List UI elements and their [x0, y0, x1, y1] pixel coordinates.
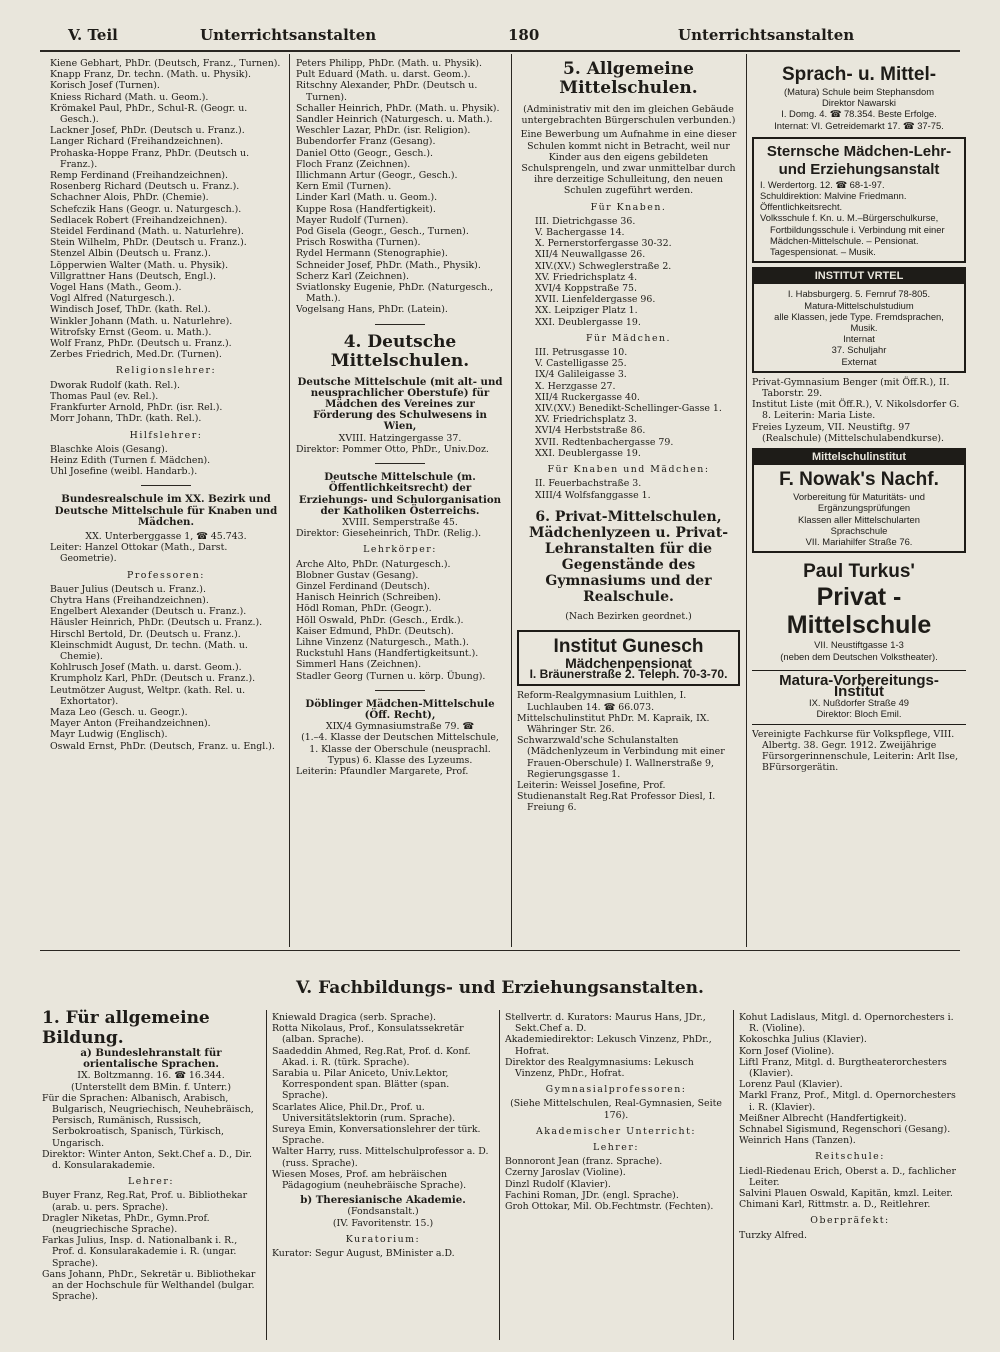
ad-sternsche-anstalt: [752, 137, 966, 263]
list-item: Ritschny Alexander, PhDr. (Deutsch u. Turnen).: [296, 80, 478, 103]
list-item: Turzky Alfred.: [739, 1229, 807, 1241]
separator: [375, 463, 425, 464]
section-note: (Siehe Mittelschulen, Real-Gymnasien, Seite 176).: [510, 1098, 722, 1121]
list-item: Windisch Josef, ThDr. (kath. Rel.).: [50, 304, 211, 316]
list-item: Vogl Alfred (Naturgesch.).: [50, 293, 175, 305]
teacher-list: [505, 1156, 727, 1212]
teacher-list: [42, 1190, 260, 1302]
school-address: XVIII. Semperstraße 45.: [342, 516, 458, 528]
list-item: Kleinschmidt August, Dr. techn. (Math. u. Chemie).: [50, 639, 248, 662]
list-item: XV. Friedrichsplatz 4.: [535, 271, 638, 283]
list-item: Reform-Realgymnasium Luithlen, I. Luchlauben 14. ☎ 66.073.: [517, 690, 687, 713]
list-item: Sviatlonsky Eugenie, PhDr. (Naturgesch., Math.).: [296, 282, 494, 305]
list-item: Salvini Plauen Oswald, Kapitän, kmzl. Leiter.: [739, 1188, 953, 1200]
list-item: Knapp Franz, Dr. techn. (Math. u. Physik).: [50, 69, 252, 81]
religion-list: [50, 380, 282, 425]
list-item: V. Castelligasse 25.: [535, 358, 627, 370]
school-text: Für die Sprachen: Albanisch, Arabisch, Bulgarisch, Neugriechisch, Neuhebräisch, Persisch, Rumänisch, Russisch, Serbokroatisch, Spanisch, Türkisch, Ungarisch.: [42, 1092, 254, 1149]
list-item: Akademiedirektor: Lekusch Vinzenz, PhDr., Hofrat.: [505, 1034, 712, 1057]
list-item: Remp Ferdinand (Freihandzeichnen).: [50, 170, 229, 182]
page-number: 180: [508, 26, 540, 44]
section-rule: [40, 950, 960, 951]
list-item: Kiene Gebhart, PhDr. (Deutsch, Franz., Turnen).: [50, 58, 281, 69]
list-item: Schnabel Sigismund, Regenschori (Gesang).: [739, 1124, 951, 1136]
list-item: Stellvertr. d. Kurators: Maurus Hans, JDr., Sekt.Chef a. D.: [505, 1012, 706, 1035]
ad-title: Paul Turkus': [803, 561, 915, 583]
school-note: (Fondsanstalt.): [347, 1206, 419, 1218]
school-leiter: Leiterin: Pfaundler Margarete, Prof.: [296, 765, 469, 777]
list-item: Korn Josef (Violine).: [739, 1045, 835, 1057]
list-item: Häusler Heinrich, PhDr. (Deutsch u. Franz.).: [50, 617, 263, 629]
list-item: Rosenberg Richard (Deutsch u. Franz.).: [50, 181, 240, 193]
list-item: Vereinigte Fachkurse für Volkspflege, VIII. Albertg. 38. Gegr. 1912. Zweijährige Fürsorgerinnenschule, Leiterin: Arlt Ilse, BFürsorgerätin.: [752, 728, 959, 774]
list-item: Peters Philipp, PhDr. (Math. u. Physik).: [296, 58, 482, 69]
list-item: Kern Emil (Turnen).: [296, 181, 392, 193]
list-item: Vorbereitung für Maturitäts- und Ergänzungsprüfungen: [793, 491, 925, 514]
staff-list: [505, 1012, 727, 1079]
list-item: Kaiser Edmund, PhDr. (Deutsch).: [296, 625, 454, 637]
list-item: Saadeddin Ahmed, Reg.Rat, Prof. d. Konf. Akad. i. R. (türk. Sprache).: [272, 1045, 471, 1068]
list-item: XII/4 Neuwallgasse 26.: [535, 249, 646, 261]
column-divider: [511, 54, 512, 947]
ad-address: I. Bräunerstraße 2. Teleph. 70-3-70.: [529, 667, 728, 682]
list-item: (neben dem Deutschen Volkstheater).: [780, 650, 938, 662]
list-item: Ruckstuhl Hans (Handfertigkeitsunt.).: [296, 648, 479, 660]
bottom-column-2: [272, 1012, 494, 1344]
header-rule: [40, 50, 960, 52]
ad-head: INSTITUT VRTEL: [754, 269, 964, 284]
column-divider: [746, 54, 747, 947]
column-divider: [733, 1010, 734, 1340]
list-item: Markl Franz, Prof., Mitgl. d. Opernorchesters i. R. (Klavier).: [739, 1090, 956, 1113]
list-item: Engelbert Alexander (Deutsch u. Franz.).: [50, 606, 247, 618]
list-item: XVI/4 Herbststraße 86.: [535, 425, 646, 437]
ad-title: Institut Gunesch: [553, 635, 704, 657]
ad-title: F. Nowak's Nachf.: [779, 469, 939, 491]
list-item: Externat: [841, 355, 877, 367]
section-label: Reitschule:: [815, 1151, 885, 1163]
teacher-list: [739, 1012, 961, 1146]
list-item: Prohaska-Hoppe Franz, PhDr. (Deutsch u. Franz.).: [50, 147, 250, 170]
list-item: Wolf Franz, PhDr. (Deutsch u. Franz.).: [50, 338, 232, 350]
list-item: Meißner Albrecht (Handfertigkeit).: [739, 1112, 907, 1124]
institute-list: [752, 729, 966, 774]
list-item: Maza Leo (Gesch. u. Geogr.).: [50, 706, 188, 718]
list-item: XV. Friedrichsplatz 3.: [535, 414, 638, 426]
bottom-column-1: [42, 1008, 260, 1344]
list-item: Winkler Johann (Math. u. Naturlehre).: [50, 315, 233, 327]
staff-list: [296, 559, 504, 682]
list-item: Internat: [843, 333, 875, 345]
section-label: Für Knaben.: [590, 201, 667, 213]
list-item: I. Domg. 4. ☎ 78.354. Beste Erfolge.: [781, 108, 937, 120]
ad-lines: [760, 179, 958, 257]
list-item: Hödl Roman, PhDr. (Geogr.).: [296, 603, 432, 615]
column-4: [752, 58, 966, 948]
list-item: Direktor des Realgymnasiums: Lekusch Vinzenz, PhDr., Hofrat.: [505, 1056, 694, 1080]
list-item: XIV.(XV.) Schweglerstraße 2.: [535, 260, 672, 272]
list-item: Bauer Julius (Deutsch u. Franz.).: [50, 583, 206, 595]
list-item: Mayer Rudolf (Turnen).: [296, 214, 409, 226]
section-label: Professoren:: [127, 569, 205, 581]
section-label: Lehrkörper:: [363, 544, 437, 556]
list-item: Lihne Vinzenz (Naturgesch., Math.).: [296, 636, 469, 648]
list-item: Kniewald Dragica (serb. Sprache).: [272, 1012, 437, 1023]
page-header: [40, 18, 960, 48]
list-item: Chimani Karl, Rittmstr. a. D., Reitlehrer.: [739, 1199, 931, 1211]
column-2: [296, 58, 504, 948]
list-item: Weschler Lazar, PhDr. (isr. Religion).: [296, 125, 471, 137]
list-item: Heinz Edith (Turnen f. Mädchen).: [50, 454, 211, 466]
school-title: Döblinger Mädchen-Mittelschule (Öff. Recht),: [305, 697, 495, 721]
school-address: IX. Boltzmanng. 16. ☎ 16.344.: [77, 1070, 225, 1082]
school-title: a) Bundeslehranstalt für orientalische Sprachen.: [80, 1047, 222, 1071]
section-label: Akademischer Unterricht:: [535, 1125, 697, 1137]
institute-list: [752, 377, 966, 444]
bottom-column-3: [505, 1012, 727, 1344]
list-item: Privat-Gymnasium Benger (mit Öff.R.), II. Taborstr. 29.: [752, 376, 950, 400]
school-title: Deutsche Mittelschule (m. Öffentlichkeitsrecht) der Erziehungs- und Schulorganisation der Katholiken Österreichs.: [298, 471, 502, 517]
school-address: XVIII. Hatzingergasse 37.: [338, 432, 462, 444]
list-item: Rydel Hermann (Stenographie).: [296, 248, 448, 260]
list-item: Höll Oswald, PhDr. (Gesch., Erdk.).: [296, 614, 464, 626]
list-item: X. Pernerstorfergasse 30-32.: [535, 238, 672, 250]
list-item: Dragler Niketas, PhDr., Gymn.Prof. (neugriechische Sprache).: [42, 1212, 210, 1236]
section-label: Für Mädchen.: [585, 332, 672, 344]
school-director: Direktor: Winter Anton, Sekt.Chef a. D., Dir. d. Konsularakademie.: [42, 1148, 252, 1172]
ad-title: Privat - Mittelschule: [786, 583, 932, 640]
section-label: Lehrer:: [593, 1142, 639, 1154]
list-item: Volksschule f. Kn. u. M.–Bürgerschulkurse, Fortbildungsschule i. Verbindung mit einer Mädchen-Mittelschule. – Pensionat. Tagespensionat. – Musik.: [760, 212, 945, 258]
column-divider: [499, 1010, 500, 1340]
school-address: (IV. Favoritenstr. 15.): [332, 1217, 434, 1229]
list-item: XXI. Deublergasse 19.: [535, 316, 641, 328]
section-label: Religionslehrer:: [115, 365, 217, 377]
column-divider: [266, 1010, 267, 1340]
list-item: Steidel Ferdinand (Math. u. Naturlehre).: [50, 226, 244, 238]
list-item: Schefczik Hans (Geogr. u. Naturgesch.).: [50, 203, 242, 215]
list-item: Direktor Nawarski: [822, 97, 896, 109]
list-item: Mayer Anton (Freihandzeichnen).: [50, 718, 211, 730]
list-item: Walter Harry, russ. Mittelschulprofessor a. D. (russ. Sprache).: [272, 1146, 489, 1169]
section-label: Hilfslehrer:: [129, 429, 203, 441]
list-item: Chytra Hans (Freihandzeichnen).: [50, 594, 209, 606]
list-item: Arche Alto, PhDr. (Naturgesch.).: [296, 558, 451, 570]
list-item: Witrofsky Ernst (Geom. u. Math.).: [50, 326, 212, 338]
list-item: Fachini Roman, JDr. (engl. Sprache).: [505, 1189, 679, 1201]
list-item: Blobner Gustav (Gesang).: [296, 569, 419, 581]
helper-list: [50, 444, 282, 478]
subsection-title: 1. Für allgemeine Bildung.: [42, 1008, 210, 1048]
list-item: Sprachschule: [830, 524, 888, 536]
kurator: Kurator: Segur August, BMinister a.D.: [272, 1248, 455, 1260]
school-address: XX. Unterberggasse 1, ☎ 45.743.: [85, 530, 247, 542]
list-item: Schneider Josef, PhDr. (Math., Physik).: [296, 259, 481, 271]
list-item: Farkas Julius, Insp. d. Nationalbank i. R., Prof. d. Konsularakademie i. R. (ungar. Sprache).: [42, 1235, 238, 1269]
section-label: Oberpräfekt:: [810, 1215, 890, 1227]
section-note: (Nach Bezirken geordnet.): [565, 610, 692, 622]
list-item: Langer Richard (Freihandzeichnen).: [50, 136, 224, 148]
list-item: Mittelschulinstitut PhDr. M. Kapraik, IX. Währinger Str. 26.: [517, 712, 710, 735]
list-item: Sureya Emin, Konversationslehrer der türk. Sprache.: [272, 1124, 481, 1147]
list-item: VII. Mariahilfer Straße 76.: [805, 536, 913, 548]
column-1: [50, 58, 282, 948]
list-item: Krömakel Paul, PhDr., Schul-R. (Geogr. u. Gesch.).: [50, 102, 248, 126]
list-item: V. Bachergasse 14.: [535, 227, 625, 239]
list-item: Ginzel Ferdinand (Deutsch).: [296, 580, 430, 592]
list-item: Gans Johann, PhDr., Sekretär u. Bibliothekar an der Hochschule für Welthandel (bulgar. Sprache).: [42, 1268, 256, 1303]
ad-lines: [758, 697, 960, 719]
ad-sprachschule: [752, 62, 966, 133]
list-item: Studienanstalt Reg.Rat Professor Diesl, I. Freiung 6.: [517, 791, 716, 814]
list-item: Vogel Hans (Math., Geom.).: [50, 282, 182, 294]
list-item: Leutmötzer August, Weltpr. (kath. Rel. u. Exhortator).: [50, 684, 246, 707]
list-item: Liedl-Riedenau Erich, Oberst a. D., fachlicher Leiter.: [739, 1165, 956, 1188]
part-label: V. Teil: [68, 26, 118, 44]
boys-schools-list: [517, 216, 740, 328]
list-item: Matura-Mittelschulstudium: [804, 299, 914, 311]
list-item: Rotta Nikolaus, Prof., Konsulatssekretär (alban. Sprache).: [272, 1023, 464, 1046]
list-item: Kuppe Rosa (Handfertigkeit).: [296, 203, 436, 215]
list-item: I. Werdertorg. 12. ☎ 68-1-97.: [760, 178, 885, 190]
girls-schools-list: [517, 347, 740, 459]
school-director: Direktor: Gieseheinrich, ThDr. (Relig.).: [296, 528, 482, 540]
school-note: (1.–4. Klasse der Deutschen Mittelschule, 1. Klasse der Oberschule (neusprachl. Typus) 6. Klasse des Lyzeums.: [301, 732, 499, 766]
list-item: Stadler Georg (Turnen u. körp. Übung).: [296, 670, 486, 682]
list-item: XXI. Deublergasse 19.: [535, 447, 641, 459]
list-item: Groh Ottokar, Mil. Ob.Fechtmstr. (Fechten).: [505, 1201, 714, 1213]
bottom-column-4: [739, 1012, 961, 1344]
list-item: Thomas Paul (ev. Rel.).: [50, 390, 159, 402]
list-item: Sandler Heinrich (Naturgesch. u. Math.).: [296, 114, 493, 126]
list-item: Schuldirektion: Malvine Friedmann.: [760, 190, 907, 202]
list-item: Lackner Josef, PhDr. (Deutsch u. Franz.).: [50, 125, 245, 137]
list-item: III. Petrusgasse 10.: [535, 347, 628, 359]
list-item: Buyer Franz, Reg.Rat, Prof. u. Bibliothekar (arab. u. pers. Sprache).: [42, 1190, 248, 1213]
list-item: Villgrattner Hans (Deutsch, Engl.).: [50, 270, 216, 282]
section-label: Lehrer:: [128, 1176, 174, 1188]
list-item: Simmerl Hans (Zeichnen).: [296, 659, 422, 671]
list-item: Kohlrusch Josef (Math. u. darst. Geom.).: [50, 662, 242, 674]
separator: [375, 690, 425, 691]
list-item: alle Klassen, jede Type. Fremdsprachen, Musik.: [774, 310, 944, 334]
ad-title: Sternsche Mädchen-Lehr- und Erziehungsanstalt: [766, 142, 952, 178]
list-item: Dworak Rudolf (kath. Rel.).: [50, 379, 181, 391]
list-item: 37. Schuljahr: [831, 344, 887, 356]
section-title: 4. Deutsche Mittelschulen.: [330, 331, 470, 371]
list-item: III. Dietrichgasse 36.: [535, 215, 636, 227]
list-item: Sedlacek Robert (Freihandzeichnen).: [50, 214, 228, 226]
list-item: Liftl Franz, Mitgl. d. Burgtheaterorchesters (Klavier).: [739, 1056, 947, 1080]
separator: [375, 324, 425, 325]
section-label: Für Knaben und Mädchen:: [547, 464, 710, 476]
list-item: Schachner Alois, PhDr. (Chemie).: [50, 192, 209, 204]
ad-lines: [752, 86, 966, 131]
list-item: Linder Karl (Math. u. Geom.).: [296, 192, 438, 204]
section-text: Eine Bewerbung um Aufnahme in eine dieser Schulen kommt nicht in Betracht, weil nur Kinder aus den eigens gebildeten Schulsprengeln, und zwar unmittelbar durch ihre derzeitige Schulleitung, den neuen Schulen zugeführt werden.: [520, 129, 737, 197]
list-item: Löpperwien Walter (Math. u. Physik).: [50, 259, 229, 271]
separator: [141, 485, 191, 486]
list-item: Kniess Richard (Math. u. Geom.).: [50, 91, 209, 103]
list-item: Zerbes Friedrich, Med.Dr. (Turnen).: [50, 349, 222, 361]
list-item: Mayr Ludwig (Englisch).: [50, 729, 168, 741]
list-item: Institut Liste (mit Öff.R.), V. Nikolsdorfer G. 8. Leiterin: Maria Liste.: [752, 399, 960, 422]
school-title: Bundesrealschule im XX. Bezirk und Deutsche Mittelschule für Knaben und Mädchen.: [54, 493, 278, 528]
list-item: Pult Eduard (Math. u. darst. Geom.).: [296, 69, 471, 81]
list-item: II. Feuerbachstraße 3.: [535, 478, 642, 490]
school-title: b) Theresianische Akademie.: [300, 1194, 466, 1207]
list-item: Morr Johann, ThDr. (kath. Rel.).: [50, 413, 202, 425]
ad-institut-vrtel: [752, 267, 966, 373]
column-3: [517, 58, 740, 948]
institute-list: [517, 690, 740, 813]
list-item: (Matura) Schule beim Stephansdom: [783, 86, 935, 97]
ad-title: Sprach- u. Mittel-: [781, 64, 937, 85]
list-item: Sarabia u. Pilar Aniceto, Univ.Lektor, Korrespondent span. Blätter (span. Sprache).: [272, 1068, 450, 1102]
list-item: Frankfurter Arnold, PhDr. (isr. Rel.).: [50, 402, 223, 414]
list-item: IX. Nußdorfer Straße 49: [808, 697, 910, 709]
list-item: Leiterin: Weissel Josefine, Prof.: [517, 779, 666, 791]
ad-lines: [760, 491, 958, 547]
header-right-title: Unterrichtsanstalten: [678, 26, 855, 44]
list-item: Czerny Jaroslav (Violine).: [505, 1167, 626, 1179]
list-item: Oswald Ernst, PhDr. (Deutsch, Franz. u. Engl.).: [50, 740, 275, 752]
school-note: (Unterstellt dem BMin. f. Unterr.): [70, 1081, 232, 1093]
ad-institut-gunesch: [517, 630, 740, 686]
list-item: VII. Neustiftgasse 1-3: [814, 639, 904, 651]
section-title: 6. Privat-Mittelschulen, Mädchenlyzeen u. Privat-Lehranstalten für die Gegenstände des Gymnasiums und der Realschule.: [528, 508, 729, 605]
list-item: Stein Wilhelm, PhDr. (Deutsch u. Franz.).: [50, 237, 247, 249]
section-title: V. Fachbildungs- und Erziehungsanstalten.: [296, 978, 704, 998]
ad-head: Mittelschulinstitut: [754, 450, 964, 465]
ad-title: Matura-Vorbereitungs-Institut: [779, 671, 939, 700]
list-item: Illichmann Artur (Geogr., Gesch.).: [296, 170, 458, 182]
school-leiter: Leiter: Hanzel Ottokar (Math., Darst. Geometrie).: [50, 542, 228, 565]
list-item: Stenzel Albin (Deutsch u. Franz.).: [50, 248, 211, 260]
list-item: IX/4 Galileigasse 3.: [535, 369, 627, 381]
section-title: 5. Allgemeine Mittelschulen.: [559, 59, 698, 98]
ad-nowak: [752, 448, 966, 553]
list-item: Scherz Karl (Zeichnen).: [296, 270, 409, 282]
list-item: Schaller Heinrich, PhDr. (Math. u. Physik).: [296, 102, 500, 114]
list-item: Dinzl Rudolf (Klavier).: [505, 1178, 611, 1190]
list-item: Krumpholz Karl, PhDr. (Deutsch u. Franz.).: [50, 673, 256, 685]
list-item: Scarlates Alice, Phil.Dr., Prof. u. Universitätslektorin (rum. Sprache).: [272, 1101, 456, 1124]
list-item: XIV.(XV.) Benedikt-Schellinger-Gasse 1.: [535, 403, 722, 415]
list-item: XII/4 Ruckergasse 40.: [535, 391, 640, 403]
teacher-list: [50, 58, 282, 360]
list-item: X. Herzgasse 27.: [535, 380, 616, 392]
ad-turkus: [752, 557, 966, 665]
school-director: Direktor: Pommer Otto, PhDr., Univ.Doz.: [296, 443, 489, 455]
section-note: (Administrativ mit den im gleichen Gebäude untergebrachten Bürgerschulen verbunden.): [521, 104, 736, 127]
list-item: XVI/4 Koppstraße 75.: [535, 283, 637, 295]
ad-matura-institut: [752, 670, 966, 725]
riding-list: [739, 1166, 961, 1211]
list-item: Floch Franz (Zeichnen).: [296, 158, 411, 170]
section-label: Kuratorium:: [345, 1233, 421, 1245]
list-item: Kohut Ladislaus, Mitgl. d. Opernorchesters i. R. (Violine).: [739, 1012, 954, 1035]
teacher-list: [296, 58, 504, 316]
school-address: XIX/4 Gymnasiumstraße 79. ☎: [325, 721, 475, 733]
list-item: Freies Lyzeum, VII. Neustiftg. 97 (Realschule) (Mittelschulabendkurse).: [752, 421, 945, 444]
list-item: Bonnoront Jean (franz. Sprache).: [505, 1156, 663, 1168]
list-item: Wiesen Moses, Prof. am hebräischen Pädagogium (neuhebräische Sprache).: [272, 1168, 467, 1192]
professor-list: [50, 584, 282, 752]
list-item: Uhl Josefine (weibl. Handarb.).: [50, 466, 198, 478]
list-item: Öffentlichkeitsrecht.: [760, 201, 843, 213]
list-item: Prisch Roswitha (Turnen).: [296, 237, 421, 249]
list-item: Kokoschka Julius (Klavier).: [739, 1034, 867, 1046]
list-item: Blaschke Alois (Gesang).: [50, 443, 168, 455]
list-item: Schwarzwald'sche Schulanstalten (Mädchenlyzeum in Verbindung mit einer Frauen-Oberschule) I. Wallnerstraße 9, Regierungsgasse 1.: [517, 735, 725, 780]
list-item: Klassen aller Mittelschularten: [798, 513, 920, 525]
ad-subtitle: Mädchenpensionat: [565, 654, 692, 671]
list-item: Hirschl Bertold, Dr. (Deutsch u. Franz.).: [50, 628, 241, 640]
teacher-list: [272, 1012, 494, 1191]
list-item: Bubendorfer Franz (Gesang).: [296, 136, 436, 148]
mixed-schools-list: [517, 478, 740, 500]
list-item: Weinrich Hans (Tanzen).: [739, 1135, 856, 1147]
list-item: Daniel Otto (Geogr., Gesch.).: [296, 147, 433, 159]
list-item: Korisch Josef (Turnen).: [50, 80, 160, 92]
school-title: Deutsche Mittelschule (mit alt- und neusprachlicher Oberstufe) für Mädchen des Vereines zur Förderung des Schulwesens in Wien,: [297, 375, 503, 433]
list-item: Pod Gisela (Geogr., Gesch., Turnen).: [296, 226, 469, 238]
list-item: Hanisch Heinrich (Schreiben).: [296, 592, 442, 604]
header-left-title: Unterrichtsanstalten: [200, 26, 377, 44]
ad-lines: [760, 288, 958, 366]
column-divider: [289, 54, 290, 947]
list-item: XIII/4 Wolfsfanggasse 1.: [535, 489, 651, 501]
section-label: Gymnasialprofessoren:: [545, 1084, 687, 1096]
list-item: XVII. Redtenbachergasse 79.: [535, 436, 674, 448]
list-item: I. Habsburgerg. 5. Fernruf 78-805.: [787, 288, 931, 300]
list-item: Lorenz Paul (Klavier).: [739, 1079, 843, 1091]
list-item: Vogelsang Hans, PhDr. (Latein).: [296, 304, 448, 316]
list-item: XVII. Lienfeldergasse 96.: [535, 294, 656, 306]
list-item: XX. Leipziger Platz 1.: [535, 305, 638, 317]
list-item: Direktor: Bloch Emil.: [816, 708, 902, 720]
ad-lines: [758, 639, 960, 661]
list-item: Internat: VI. Getreidemarkt 17. ☎ 37-75.: [774, 119, 944, 131]
